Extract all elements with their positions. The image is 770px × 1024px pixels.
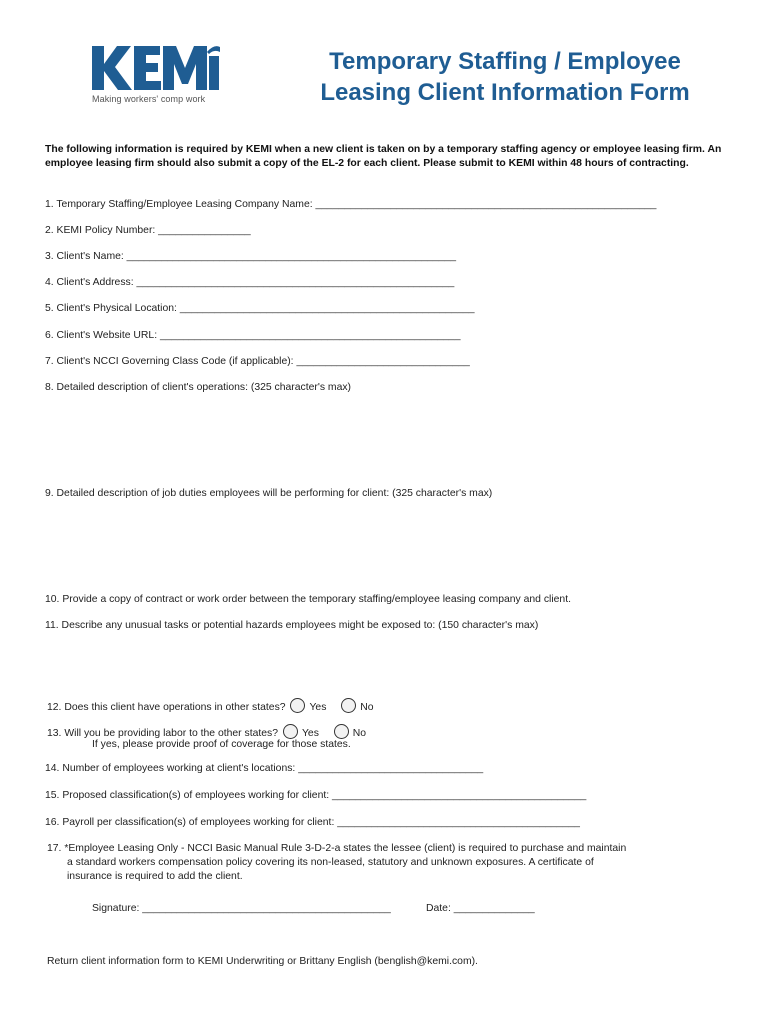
q12-row — [47, 698, 374, 713]
q17-text: 17. *Employee Leasing Only - NCCI Basic Manual Rule 3-D-2-a states the lessee (client) is required to purchase and maintain a standard workers compensation policy covering its non-leased, statutory and unknown exposures. A certificate of insurance is required to add the client. — [47, 843, 627, 882]
date-field[interactable]: Date: ______________ — [426, 903, 535, 914]
q12-no-label: No — [360, 702, 374, 713]
q9-job-duties-label: 9. Detailed description of job duties employees will be performing for client: (325 character's max) — [45, 488, 493, 499]
form-title-line1: Temporary Staffing / Employee — [329, 48, 681, 75]
q13-row — [47, 724, 366, 739]
q12-yes-label: Yes — [309, 702, 327, 713]
q12-no-radio[interactable] — [341, 698, 356, 713]
q11-hazards-label: 11. Describe any unusual tasks or potential hazards employees might be exposed to: (150 character's max) — [45, 620, 539, 631]
q9-job-duties-area[interactable] — [45, 504, 725, 584]
q17-leasing-note — [47, 842, 627, 884]
q4-client-address-field[interactable]: 4. Client's Address: _______________________________________________________ — [45, 277, 455, 288]
intro-paragraph: The following information is required by KEMI when a new client is taken on by a temporary staffing agency or employee leasing firm. An employee leasing firm should also submit a copy of the EL-2 for each client. Please submit to KEMI within 48 hours of contracting. — [45, 144, 722, 169]
q5-physical-location-field[interactable]: 5. Client's Physical Location: ___________________________________________________ — [45, 303, 475, 314]
q13-no-label: No — [352, 728, 367, 739]
q13-yes-radio[interactable] — [283, 724, 298, 739]
form-title-line2: Leasing Client Information Form — [320, 79, 690, 106]
q13-yes-label: Yes — [301, 728, 319, 739]
q2-policy-number-field[interactable]: 2. KEMI Policy Number: ________________ — [45, 225, 251, 236]
kemi-logo-mark — [90, 44, 220, 92]
logo-tagline: Making workers' comp work — [92, 94, 206, 104]
q1-company-name-field[interactable]: 1. Temporary Staffing/Employee Leasing Company Name: ___________________________________________________________ — [45, 199, 657, 210]
signature-field[interactable]: Signature: ___________________________________________ — [92, 903, 391, 914]
q6-website-url-field[interactable]: 6. Client's Website URL: ____________________________________________________ — [45, 330, 461, 341]
q8-operations-description-area[interactable] — [45, 398, 725, 478]
q15-classifications-field[interactable]: 15. Proposed classification(s) of employees working for client: ____________________________________________ — [45, 790, 587, 801]
q3-client-name-field[interactable]: 3. Client's Name: _________________________________________________________ — [45, 251, 457, 262]
q13-question: 13. Will you be providing labor to the other states? — [47, 728, 279, 739]
q13-note: If yes, please provide proof of coverage for those states. — [92, 739, 351, 750]
q13-no-radio[interactable] — [334, 724, 349, 739]
q8-operations-description-label: 8. Detailed description of client's operations: (325 character's max) — [45, 382, 352, 393]
form-title — [300, 46, 710, 108]
q12-yes-radio[interactable] — [290, 698, 305, 713]
q10-contract-copy-text: 10. Provide a copy of contract or work order between the temporary staffing/employee leasing company and client. — [45, 594, 571, 605]
kemi-logo — [90, 44, 220, 108]
q14-employee-count-field[interactable]: 14. Number of employees working at client's locations: ________________________________ — [45, 763, 484, 774]
q7-class-code-field[interactable]: 7. Client's NCCI Governing Class Code (if applicable): ______________________________ — [45, 356, 470, 367]
q11-hazards-area[interactable] — [45, 636, 725, 692]
q16-payroll-field[interactable]: 16. Payroll per classification(s) of employees working for client: __________________________________________ — [45, 817, 580, 828]
q12-question: 12. Does this client have operations in other states? — [47, 702, 286, 713]
footer-return-instructions: Return client information form to KEMI Underwriting or Brittany English (benglish@kemi.com). — [47, 956, 478, 967]
